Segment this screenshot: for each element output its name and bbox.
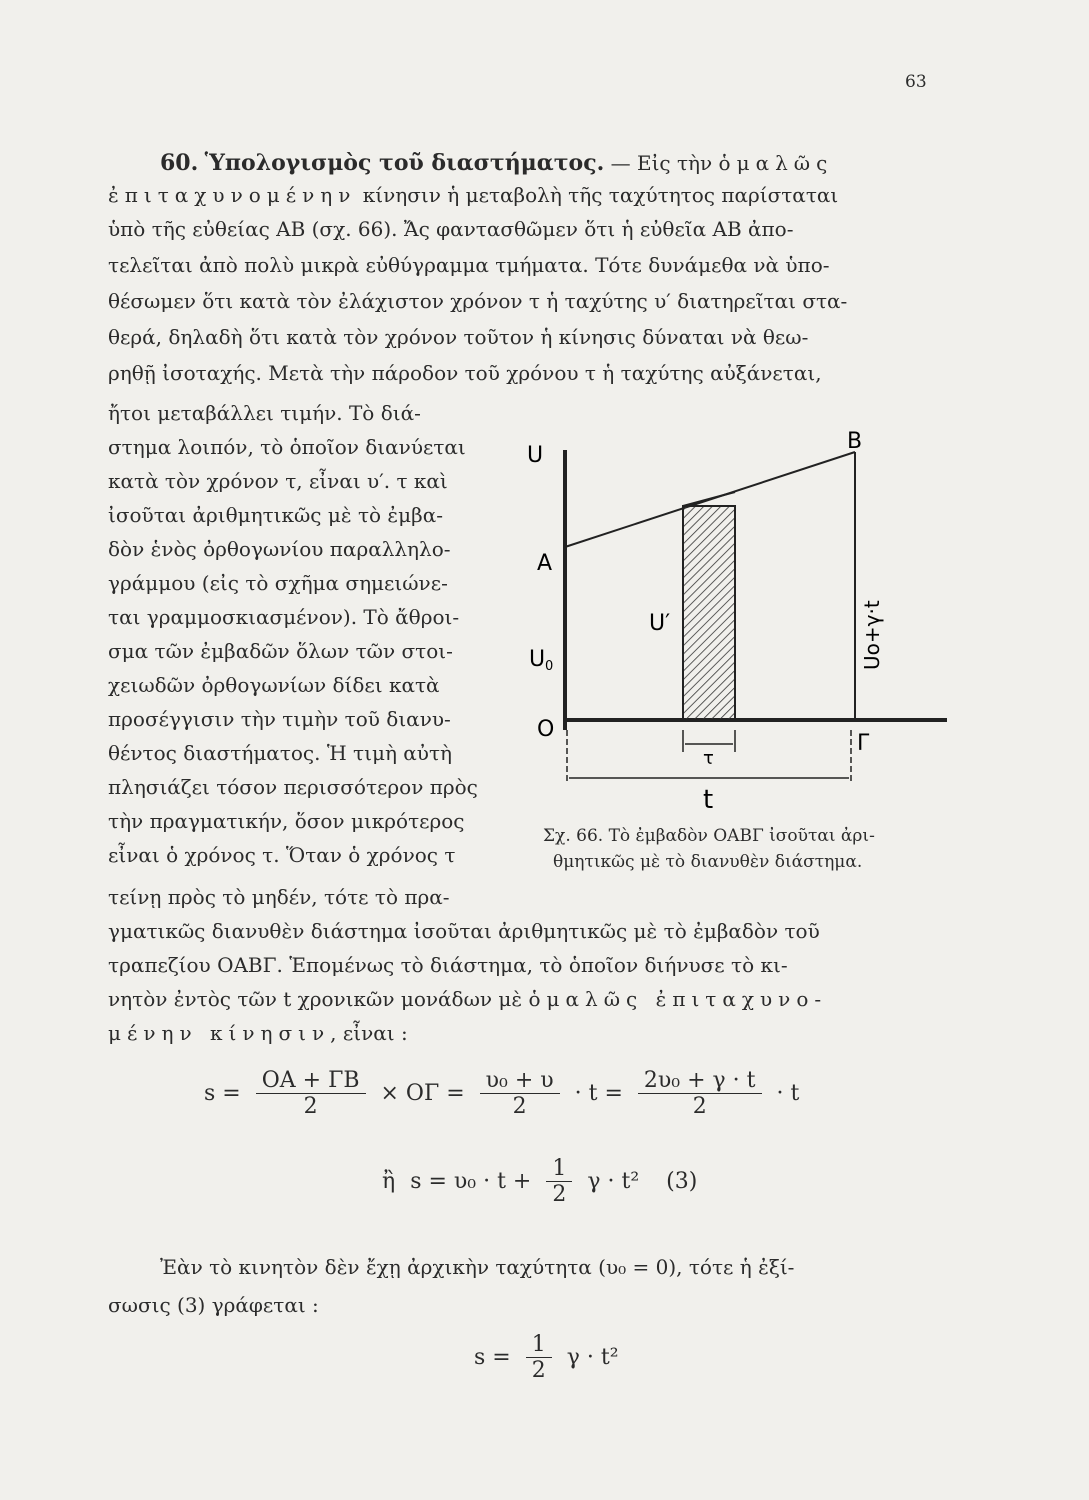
equation-label: (3) bbox=[666, 1169, 698, 1194]
fraction-numerator: υ₀ + υ bbox=[480, 1068, 560, 1094]
fraction-one-half bbox=[526, 1332, 552, 1383]
paragraph-line bbox=[108, 180, 838, 210]
page-number: 63 bbox=[905, 72, 927, 92]
fraction-numerator: ΟΑ + ΓΒ bbox=[256, 1068, 366, 1094]
formula-area-trapezoid bbox=[200, 1068, 803, 1119]
fraction-oa-gb bbox=[256, 1068, 366, 1119]
continuation-line bbox=[108, 984, 827, 1014]
fraction-denominator: 2 bbox=[531, 1358, 546, 1383]
formula-times: × ΟΓ = bbox=[380, 1081, 465, 1106]
paragraph-line: θερά, δηλαδὴ ὅτι κατὰ τὸν χρόνον τοῦτον ἡ κίνησις δύναται νὰ θεω- bbox=[108, 325, 809, 349]
line-rest: κίνησιν ἡ μεταβολὴ τῆς ταχύτητος παρίσταται bbox=[362, 183, 839, 207]
label-b: B bbox=[847, 430, 863, 454]
rect-top-right bbox=[683, 492, 735, 506]
formula-tail: γ · t² bbox=[566, 1345, 619, 1370]
label-side: Uo+γ·t bbox=[860, 600, 884, 670]
section-title: Ὑπολογισμὸς τοῦ διαστήματος. bbox=[204, 150, 605, 176]
line-text: , εἶναι : bbox=[330, 1021, 408, 1045]
left-column-line: ἤτοι μεταβάλλει τιμήν. Τὸ διά- bbox=[108, 401, 421, 425]
spaced-word: ἐπιταχυνομένην bbox=[108, 183, 357, 207]
continuation-line: τραπεζίου ΟΑΒΓ. Ἑπομένως τὸ διάστημα, τὸ ὁποῖον διήνυσε τὸ κι- bbox=[108, 953, 788, 977]
continuation-line: τείνῃ πρὸς τὸ μηδέν, τότε τὸ πρα- bbox=[108, 885, 450, 909]
label-u0-sub: 0 bbox=[545, 659, 554, 674]
closing-line: Ἐὰν τὸ κινητὸν δὲν ἔχῃ ἀρχικὴν ταχύτητα (υ₀ = 0), τότε ἡ ἐξί- bbox=[160, 1255, 795, 1279]
left-column-line: δὸν ἑνὸς ὀρθογωνίου παραλληλο- bbox=[108, 537, 451, 561]
fraction-denominator: 2 bbox=[552, 1182, 567, 1207]
label-o: O bbox=[537, 717, 555, 742]
left-column-line: χειωδῶν ὀρθογωνίων δίδει κατὰ bbox=[108, 673, 440, 697]
fraction-numerator: 1 bbox=[546, 1156, 572, 1182]
formula-distance bbox=[378, 1156, 701, 1207]
left-column-line: κατὰ τὸν χρόνον τ, εἶναι υ′. τ καὶ bbox=[108, 469, 448, 493]
label-u-prime: U′ bbox=[649, 611, 671, 636]
formula-lhs: s = bbox=[474, 1345, 511, 1370]
hatched-rectangle bbox=[683, 506, 735, 720]
label-u: U bbox=[527, 443, 544, 468]
formula-s-eq: s = bbox=[204, 1081, 241, 1106]
closing-line: σωσις (3) γράφεται : bbox=[108, 1293, 319, 1317]
continuation-line: γματικῶς διανυθὲν διάστημα ἰσοῦται ἀριθμητικῶς μὲ τὸ ἐμβαδὸν τοῦ bbox=[108, 919, 820, 943]
continuation-line bbox=[108, 1018, 408, 1048]
fraction-denominator: 2 bbox=[692, 1094, 707, 1119]
section-dash: — bbox=[610, 151, 631, 175]
formula-tail: · t bbox=[776, 1081, 800, 1106]
paragraph-line: ὑπὸ τῆς εὐθείας ΑΒ (σχ. 66). Ἄς φαντασθῶμεν ὅτι ἡ εὐθεῖα ΑΒ ἀπο- bbox=[108, 217, 794, 241]
label-gamma: Γ bbox=[857, 731, 870, 756]
fraction-numerator: 2υ₀ + γ · t bbox=[638, 1068, 762, 1094]
fraction-numerator: 1 bbox=[526, 1332, 552, 1358]
paragraph-line: ρηθῇ ἰσοταχής. Μετὰ τὴν πάροδον τοῦ χρόνου τ ἡ ταχύτης αὐξάνεται, bbox=[108, 361, 822, 385]
left-column-line: στημα λοιπόν, τὸ ὁποῖον διανύεται bbox=[108, 435, 466, 459]
section-lead: Εἰς τὴν bbox=[636, 151, 713, 175]
figure-caption-line2: θμητικῶς μὲ τὸ διανυθὲν διάστημα. bbox=[553, 852, 863, 872]
left-column-line: θέντος διαστήματος. Ἡ τιμὴ αὐτὴ bbox=[108, 741, 452, 765]
formula-lhs: s = υ₀ · t + bbox=[410, 1169, 532, 1194]
paragraph-line: τελεῖται ἀπὸ πολὺ μικρὰ εὐθύγραμμα τμήματα. Τότε δυνάμεθα νὰ ὑπο- bbox=[108, 253, 830, 277]
spaced-word: μένην κίνησιν bbox=[108, 1021, 331, 1045]
fraction-one-half bbox=[546, 1156, 572, 1207]
left-column-line: εἶναι ὁ χρόνος τ. Ὅταν ὁ χρόνος τ bbox=[108, 843, 456, 867]
section-lead-spaced: ὁμαλῶς bbox=[718, 151, 834, 175]
left-column-line: σμα τῶν ἐμβαδῶν ὅλων τῶν στοι- bbox=[108, 639, 453, 663]
section-number: 60. bbox=[160, 150, 199, 176]
figure-caption-line1: Σχ. 66. Τὸ ἐμβαδὸν ΟΑΒΓ ἰσοῦται ἀρι- bbox=[543, 826, 875, 846]
left-column-line: πλησιάζει τόσον περισσότερον πρὸς bbox=[108, 775, 478, 799]
fraction-denominator: 2 bbox=[512, 1094, 527, 1119]
velocity-time-figure bbox=[525, 430, 955, 810]
label-tau: τ bbox=[703, 748, 714, 769]
formula-tail: · t = bbox=[574, 1081, 623, 1106]
fraction-u0-u bbox=[480, 1068, 560, 1119]
left-column-line: ται γραμμοσκιασμένον). Τὸ ἄθροι- bbox=[108, 605, 460, 629]
label-u0: U bbox=[529, 647, 546, 672]
left-column-line: προσέγγισιν τὴν τιμὴν τοῦ διανυ- bbox=[108, 707, 451, 731]
left-column-line: γράμμου (εἰς τὸ σχῆμα σημειώνε- bbox=[108, 571, 448, 595]
label-a: A bbox=[537, 551, 553, 576]
formula-tail: γ · t² bbox=[587, 1169, 640, 1194]
formula-eta: ἢ bbox=[382, 1169, 396, 1194]
left-column-line: ἰσοῦται ἀριθμητικῶς μὲ τὸ ἐμβα- bbox=[108, 503, 443, 527]
paragraph-line: θέσωμεν ὅτι κατὰ τὸν ἐλάχιστον χρόνον τ ἡ ταχύτης υ′ διατηρεῖται στα- bbox=[108, 289, 848, 313]
fraction-denominator: 2 bbox=[303, 1094, 318, 1119]
section-heading-line bbox=[160, 148, 833, 178]
formula-distance-zero-start bbox=[470, 1332, 623, 1383]
left-column-line: τὴν πραγματικήν, ὅσον μικρότερος bbox=[108, 809, 465, 833]
label-t: t bbox=[703, 785, 714, 810]
line-text: νητὸν ἐντὸς τῶν t χρονικῶν μονάδων μὲ bbox=[108, 987, 529, 1011]
fraction-2u0-gt bbox=[638, 1068, 762, 1119]
spaced-word: ὁμαλῶς ἐπιταχυνο- bbox=[528, 987, 828, 1011]
